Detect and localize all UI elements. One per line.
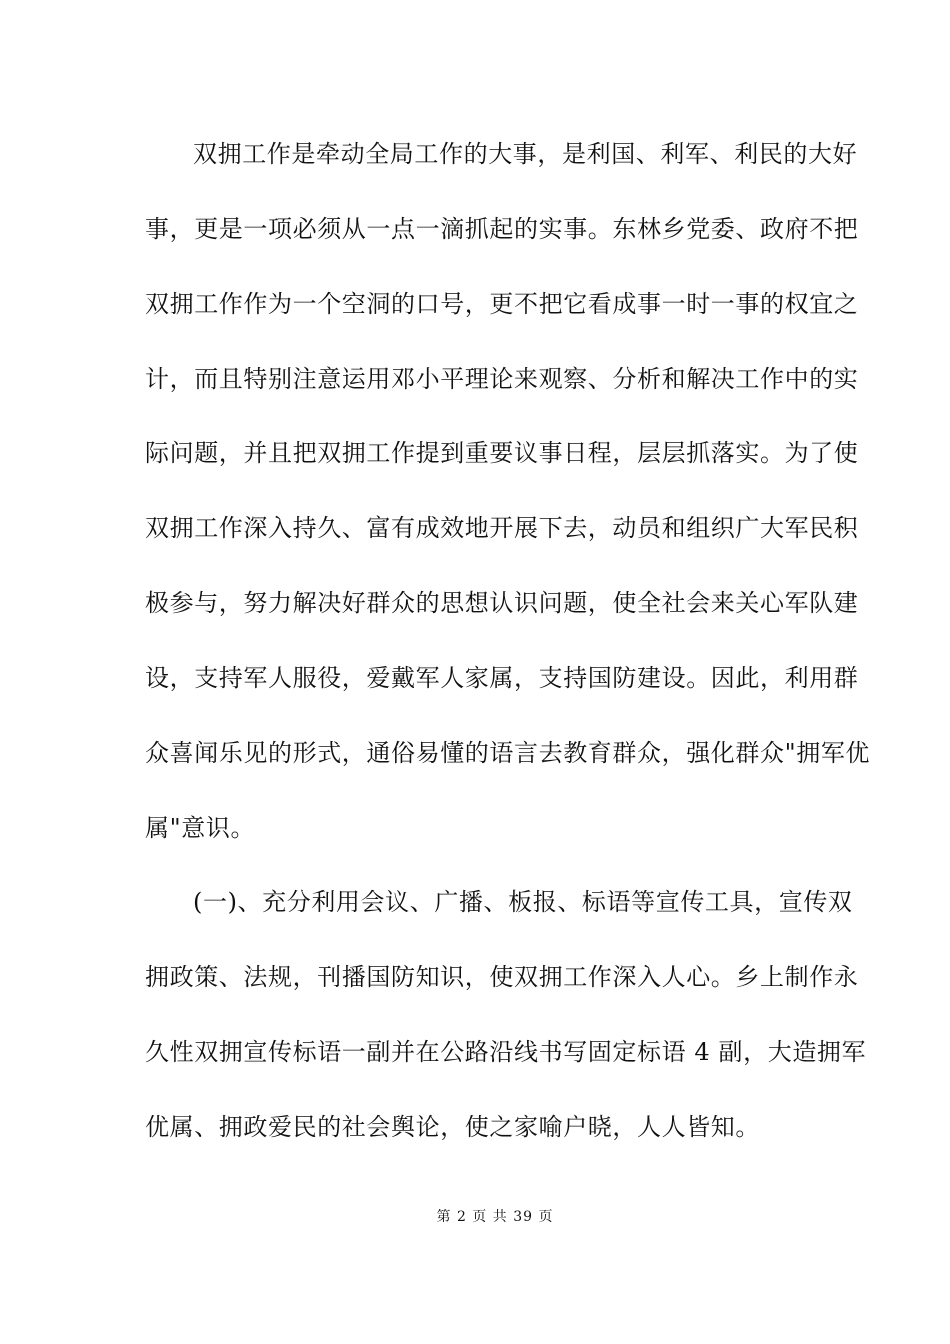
paragraph-2-line-4: 优属、拥政爱民的社会舆论，使之家喻户晓，人人皆知。 [145, 1113, 760, 1141]
paragraph-1-line-5: 际问题，并且把双拥工作提到重要议事日程，层层抓落实。为了使 [145, 439, 859, 467]
paragraph-1-line-7: 极参与，努力解决好群众的思想认识问题，使全社会来关心军队建 [145, 589, 859, 617]
paragraph-1-line-9: 众喜闻乐见的形式，通俗易懂的语言去教育群众，强化群众"拥军优 [145, 739, 871, 767]
paragraph-1-line-8: 设，支持军人服役，爱戴军人家属，支持国防建设。因此，利用群 [145, 664, 859, 692]
paragraph-1-line-3: 双拥工作作为一个空洞的口号，更不把它看成事一时一事的权宜之 [145, 290, 859, 318]
paragraph-1-line-4: 计，而且特别注意运用邓小平理论来观察、分析和解决工作中的实 [145, 365, 859, 393]
paragraph-1-line-6: 双拥工作深入持久、富有成效地开展下去，动员和组织广大军民积 [145, 514, 859, 542]
page-footer [0, 1208, 950, 1226]
paragraph-2-line-3: 久性双拥宣传标语一副并在公路沿线书写固定标语 4 副，大造拥军 [145, 1038, 867, 1066]
paragraph-2-line-1: (一)、充分利用会议、广播、板报、标语等宣传工具，宣传双 [193, 888, 853, 916]
paragraph-1-line-1: 双拥工作是牵动全局工作的大事，是利国、利军、利民的大好 [193, 140, 858, 168]
paragraph-1-line-10: 属"意识。 [145, 814, 256, 842]
page-number-label: 第 2 页 共 39 页 [436, 1209, 554, 1225]
paragraph-2-line-2: 拥政策、法规，刊播国防知识，使双拥工作深入人心。乡上制作永 [145, 963, 859, 991]
paragraph-1-line-2: 事，更是一项必须从一点一滴抓起的实事。东林乡党委、政府不把 [145, 215, 859, 243]
